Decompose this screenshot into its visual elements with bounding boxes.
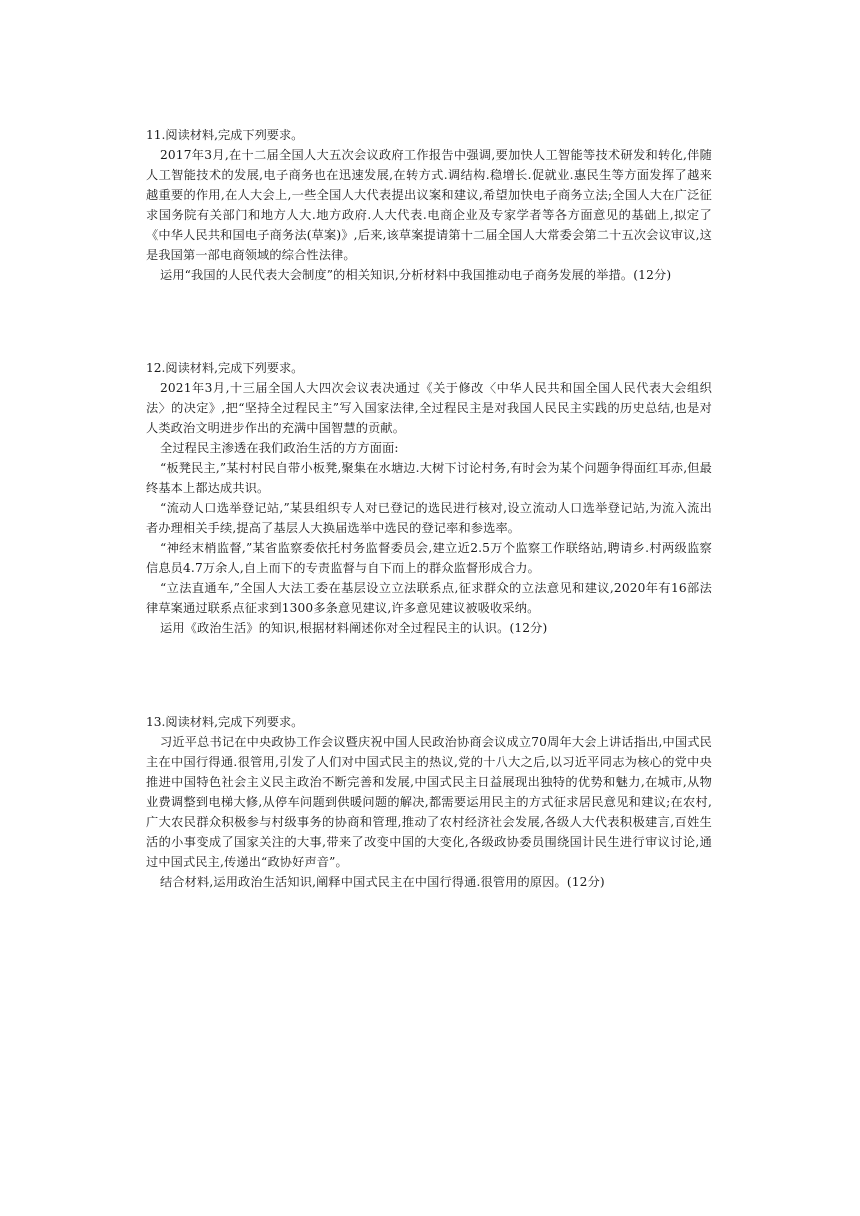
question-heading: 13.阅读材料,完成下列要求。 bbox=[146, 715, 304, 729]
question-heading: 11.阅读材料,完成下列要求。 bbox=[146, 128, 304, 142]
question-requirement: 结合材料,运用政治生活知识,阐释中国式民主在中国行得通.很管用的原因。(12分) bbox=[160, 875, 605, 889]
material-paragraph: “流动人口选举登记站,”某县组织专人对已登记的选民进行核对,设立流动人口选举登记站,为流入流出者办理相关手续,提高了基层人大换届选举中选民的登记率和参选率。 bbox=[146, 501, 712, 535]
question-heading: 12.阅读材料,完成下列要求。 bbox=[146, 361, 304, 375]
material-paragraph: “立法直通车,”全国人大法工委在基层设立立法联系点,征求群众的立法意见和建议,2020年有16部法律草案通过联系点征求到1300多条意见建议,许多意见建议被吸收采纳。 bbox=[146, 581, 712, 615]
material-paragraph: “板凳民主,”某村村民自带小板凳,聚集在水塘边.大树下讨论村务,有时会为某个问题争得面红耳赤,但最终基本上都达成共识。 bbox=[146, 461, 712, 495]
material-paragraph: 全过程民主渗透在我们政治生活的方方面面: bbox=[160, 441, 399, 455]
question-12 bbox=[146, 358, 712, 638]
question-13 bbox=[146, 712, 712, 892]
material-paragraph: “神经末梢监督,”某省监察委依托村务监督委员会,建立近2.5万个监察工作联络站,聘请乡.村两级监察信息员4.7万余人,自上而下的专责监督与自下而上的群众监督形成合力。 bbox=[146, 541, 712, 575]
material-paragraph: 2021年3月,十三届全国人大四次会议表决通过《关于修改〈中华人民共和国全国人民代表大会组织法〉的决定》,把“坚持全过程民主”写入国家法律,全过程民主是对我国人民民主实践的历史总结,也是对人类政治文明进步作出的充满中国智慧的贡献。 bbox=[146, 381, 712, 435]
question-11 bbox=[146, 125, 712, 285]
question-requirement: 运用“我国的人民代表大会制度”的相关知识,分析材料中我国推动电子商务发展的举措。(12分) bbox=[160, 268, 672, 282]
material-paragraph: 习近平总书记在中央政协工作会议暨庆祝中国人民政治协商会议成立70周年大会上讲话指出,中国式民主在中国行得通.很管用,引发了人们对中国式民主的热议,党的十八大之后,以习近平同志为核心的党中央推进中国特色社会主义民主政治不断完善和发展,中国式民主日益展现出独特的优势和魅力,在城市,从物业费调整到电梯大修,从停车问题到供暖问题的解决,都需要运用民主的方式征求居民意见和建议;在农村,广大农民群众积极参与村级事务的协商和管理,推动了农村经济社会发展,各级人大代表积极建言,百姓生活的小事变成了国家关注的大事,带来了改变中国的大变化,各级政协委员围绕国计民生进行审议讨论,通过中国式民主,传递出“政协好声音”。 bbox=[146, 735, 712, 869]
material-paragraph: 2017年3月,在十二届全国人大五次会议政府工作报告中强调,要加快人工智能等技术研发和转化,伴随人工智能技术的发展,电子商务也在迅速发展,在转方式.调结构.稳增长.促就业.惠民生等方面发挥了越来越重要的作用,在人大会上,一些全国人大代表提出议案和建议,希望加快电子商务立法;全国人大在广泛征求国务院有关部门和地方人大.地方政府.人大代表.电商企业及专家学者等各方面意见的基础上,拟定了《中华人民共和国电子商务法(草案)》,后来,该草案提请第十二届全国人大常委会第二十五次会议审议,这是我国第一部电商领域的综合性法律。 bbox=[146, 148, 712, 262]
question-requirement: 运用《政治生活》的知识,根据材料阐述你对全过程民主的认识。(12分) bbox=[160, 621, 548, 635]
